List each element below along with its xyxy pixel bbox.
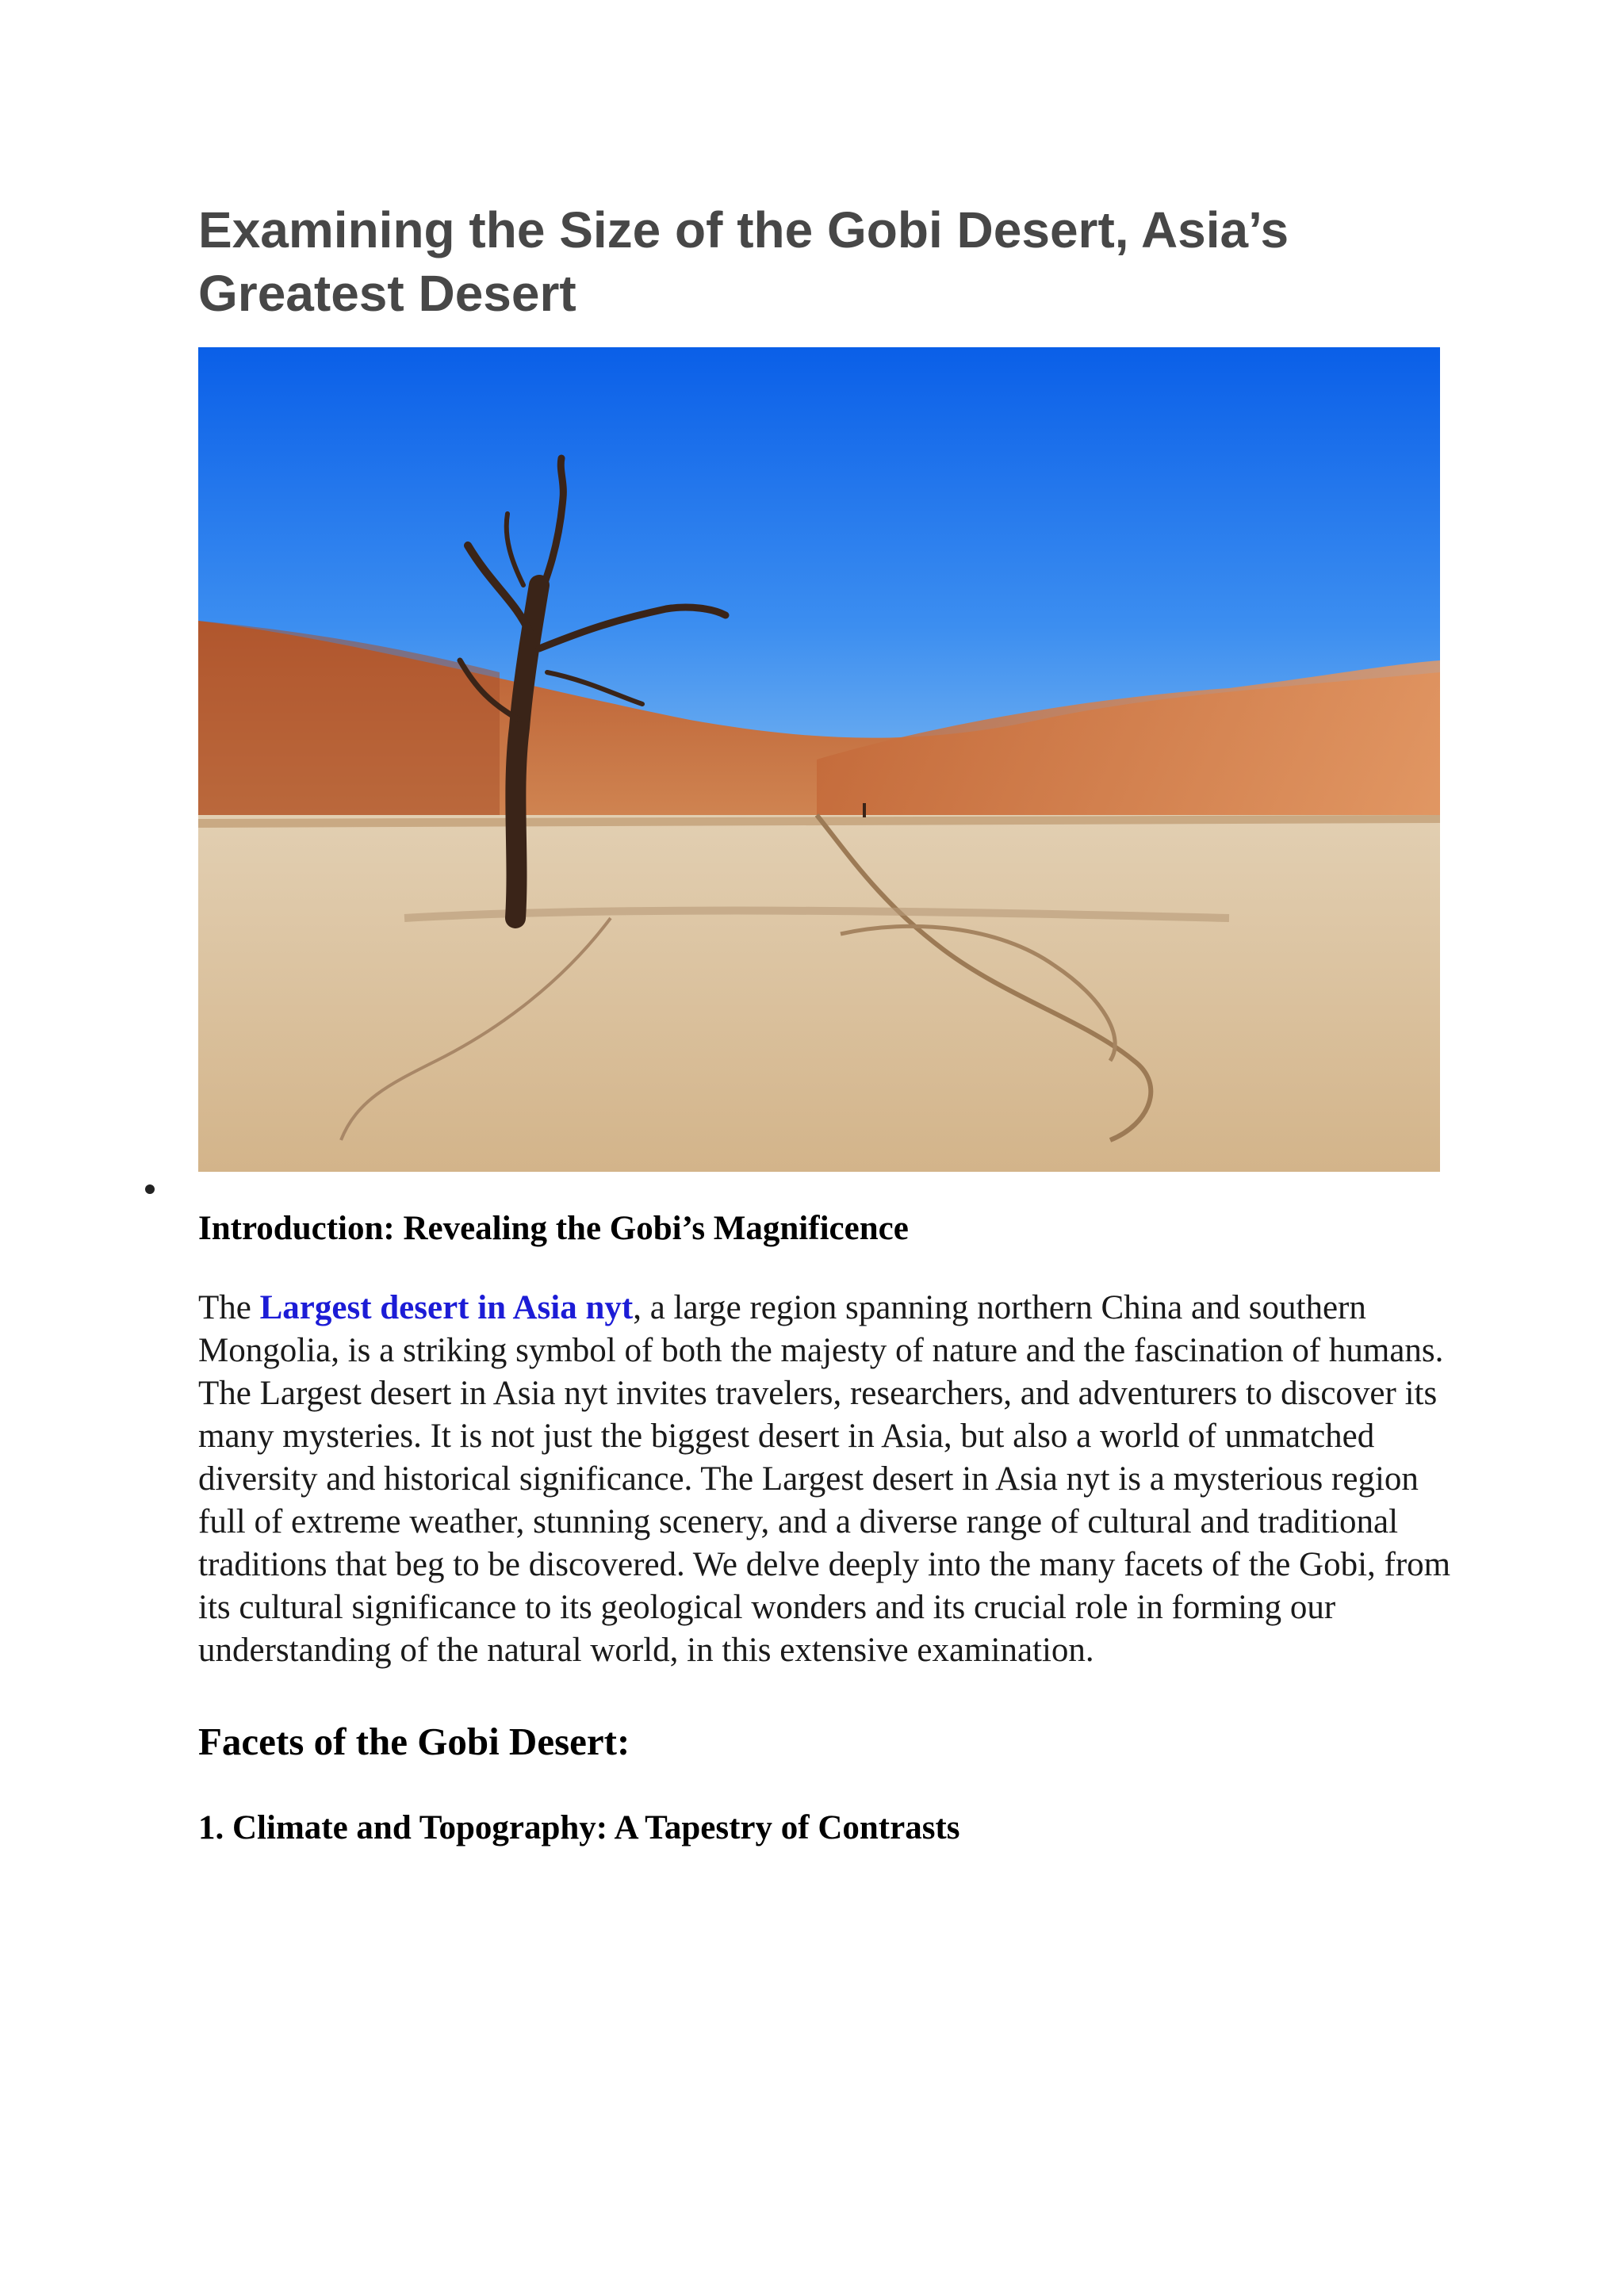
intro-paragraph (198, 1287, 1459, 1672)
facets-heading: Facets of the Gobi Desert: (198, 1720, 630, 1763)
largest-desert-link[interactable]: Largest desert in Asia nyt (259, 1289, 634, 1326)
intro-lead: The (198, 1289, 260, 1326)
page-title: Examining the Size of the Gobi Desert, Asia’s Greatest Desert (198, 201, 1289, 322)
climate-heading: 1. Climate and Topography: A Tapestry of Contrasts (198, 1809, 960, 1846)
intro-heading: Introduction: Revealing the Gobi’s Magnificence (198, 1210, 909, 1247)
hero-image (198, 347, 1440, 1172)
intro-rest: , a large region spanning northern China and southern Mongolia, is a striking symbol of both the majesty of nature and the fascination of humans. The Largest desert in Asia nyt invites travelers, researchers, and adventurers to discover its many mysteries. It is not just the biggest desert in Asia, but also a world of unmatched diversity and historical significance. The Largest desert in Asia nyt is a mysterious region full of extreme weather, stunning scenery, and a diverse range of cultural and traditional traditions that beg to be discovered. We delve deeply into the many facets of the Gobi, from its cultural significance to its geological wonders and its crucial role in forming our understanding of the natural world, in this extensive examination. (198, 1289, 1451, 1669)
desert-landscape-image (198, 347, 1440, 1172)
list-bullet (145, 1184, 155, 1194)
